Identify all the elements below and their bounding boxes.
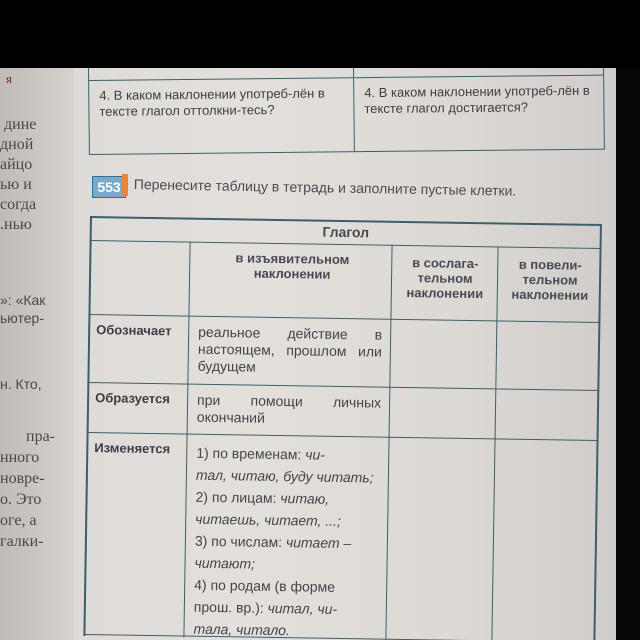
left-fragment: айцо xyxy=(0,156,33,173)
verb-mood-table xyxy=(83,216,602,640)
left-fragment: согда xyxy=(0,196,37,213)
example-text: читаю, xyxy=(280,490,330,507)
cell-text: реальное действие в настоящем, прошлом или будущем xyxy=(197,323,383,375)
exercise-number-accent xyxy=(122,174,128,196)
left-fragment: пра- xyxy=(26,428,55,445)
line: 3) по числам: xyxy=(194,532,283,551)
column-header: в сослага-тельном наклонении xyxy=(406,255,484,302)
line: 1) по временам: xyxy=(196,444,302,463)
example-text: тала, читало. xyxy=(193,620,290,639)
cell-text: при помощи личных окончаний xyxy=(196,391,382,426)
table-title: Глагол xyxy=(322,223,370,241)
left-fragment: .нью xyxy=(0,216,32,233)
left-fragment: н. Кто, xyxy=(0,376,42,392)
previous-table-left-cell xyxy=(89,68,355,154)
left-fragment: ьютер- xyxy=(0,310,44,326)
left-fragment: ью и xyxy=(0,176,32,193)
exercise-instruction: Перенесите таблицу в тетрадь и заполните пустые клетки. xyxy=(133,176,517,199)
exercise-number: 553 xyxy=(92,176,126,198)
example-text: тал, читаю, буду читать; xyxy=(195,466,374,486)
left-fragment: новре- xyxy=(0,470,45,487)
example-text: читаешь, читает, ...; xyxy=(195,510,342,529)
example-text: чи- xyxy=(305,446,326,463)
row-header: Изменяется xyxy=(94,440,171,457)
question-text: 4. В каком наклонении употреб-лён в тексте глагол достигается? xyxy=(364,82,590,117)
line: прош. вр.): xyxy=(193,598,264,616)
dark-background-right xyxy=(616,68,640,640)
left-fragment: оге, а xyxy=(0,512,37,529)
dark-background-top xyxy=(0,0,640,68)
example-text: читают; xyxy=(194,554,256,572)
left-fragment: дной xyxy=(0,136,34,153)
line: 4) по родам (в форме xyxy=(194,576,336,595)
textbook-page xyxy=(0,68,616,640)
left-page-edge: я дине дной айцо ью и согда .нью »: «Как ьютер- н. Кто, пра- нного новре- о. Это оге, а галки- xyxy=(0,68,74,640)
example-text: читает – xyxy=(285,534,352,552)
left-fragment: дине xyxy=(4,116,37,133)
changes-cell xyxy=(193,442,382,640)
left-fragment: галки- xyxy=(0,533,44,550)
column-header: в повели-тельном наклонении xyxy=(511,256,589,303)
previous-table-right-cell xyxy=(354,68,604,151)
left-fragment: »: «Как xyxy=(0,292,46,308)
example-text: читал, чи- xyxy=(267,599,338,617)
left-fragment: нного xyxy=(0,449,40,466)
question-text: 4. В каком наклонении употреб-лён в тексте глагол оттолкни-тесь? xyxy=(99,85,325,119)
left-fragment: о. Это xyxy=(0,491,42,508)
previous-table-fragment xyxy=(88,68,605,155)
line: 2) по лицам: xyxy=(195,488,277,506)
row-header: Обозначает xyxy=(96,322,172,339)
row-header: Образуется xyxy=(95,390,171,407)
column-header: в изъявительном наклонении xyxy=(235,250,350,282)
